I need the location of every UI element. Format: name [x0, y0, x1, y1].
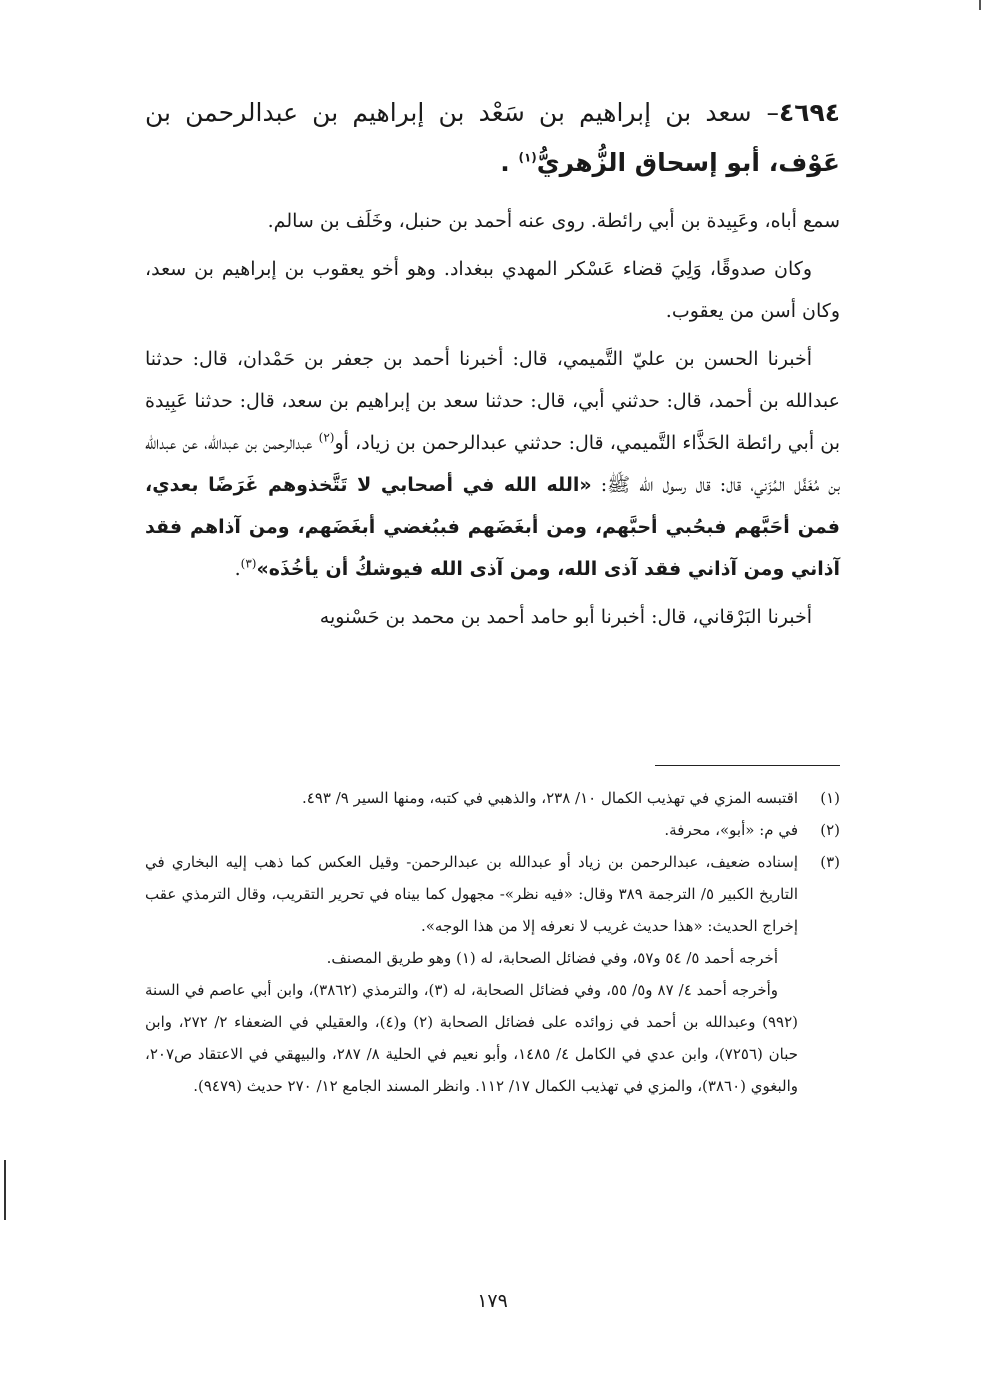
footnote-text: إسناده ضعيف، عبدالرحمن بن زياد أو عبدالله بن عبدالرحمن- وقيل العكس كما ذهب إليه البخاري في التاريخ الكبير ٥/ الترجمة ٣٨٩ وقال: «فيه نظر»- مجهول كما بيناه في تحرير التقريب، وقال الترمذي عقب إخراج الحديث: «هذا حديث غريب لا نعرفه إلا من هذا الوجه». [145, 853, 798, 935]
margin-line [4, 1160, 6, 1220]
hadith-text: «الله الله في أصحابي لا تَتَّخذوهم غَرَضًا بعدي، فمن أحَبَّهم فبحُبي أحبَّهم، ومن أبغَضَهم فببُغضي أبغَضَهم، ومن آذاهم فقد آذاني ومن آذاني فقد آذى الله، ومن آذى الله فيوشكُ أن يأخُذَه» [145, 474, 840, 580]
footnote-number: (١) [820, 789, 840, 807]
footnote-text: في م: «أبو»، محرفة. [664, 821, 798, 839]
entry-number: ٤٦٩٤ [778, 98, 840, 127]
isnad-part1: أخبرنا الحسن بن عليّ التَّميمي، قال: أخبرنا أحمد بن جعفر بن حَمْدان، قال: حدثنا عبدالله بن أحمد، قال: حدثني أبي، قال: حدثنا سعد بن إبراهيم بن سعد، قال: حدثنا عَبِيدة بن أبي رائطة الحَذَّاء التَّميمي، قال: حدثني عبدالرحمن بن زياد، أو [145, 348, 840, 454]
footnote-3-more-sources: وأخرجه أحمد ٤/ ٨٧ و٥/ ٥٥، وفي فضائل الصحابة، له (٣)، والترمذي (٣٨٦٢)، وابن أبي عاصم في السنة (٩٩٢) وعبدالله بن أحمد في زوائده على فضائل الصحابة (٢) و(٤)، والعقيلي في الضعفاء ٢/ ٢٧٢، وابن حبان (٧٢٥٦)، وابن عدي في الكامل ٤/ ١٤٨٥، وأبو نعيم في الحلية ٨/ ٢٨٧، والبيهقي في الاعتقاد ص٢٠٧، والبغوي (٣٨٦٠)، والمزي في تهذيب الكمال ١٧/ ١١٢. وانظر المسند الجامع ١٢/ ٢٧٠ حديث (٩٤٧٩). [145, 981, 799, 1095]
entry-heading [145, 88, 840, 188]
paragraph-hadith-chain [145, 338, 840, 590]
footnote-number: (٢) [820, 821, 840, 839]
footnote-3 [145, 846, 840, 942]
footnote-ref-1[interactable]: (١) [518, 150, 537, 165]
main-text [145, 88, 840, 644]
footnote-1 [145, 782, 840, 814]
entry-name-line1: سعد بن إبراهيم بن سَعْد بن إبراهيم بن عبدالرحمن بن [145, 98, 752, 127]
scan-edge-mark [979, 0, 981, 10]
entry-separator: – [766, 98, 779, 127]
page-number: ١٧٩ [477, 1290, 508, 1312]
footnote-divider [655, 765, 840, 766]
paragraph-biography: وكان صدوقًا، وَلِيَ قضاء عَسْكر المهدي ببغداد. وهو أخو يعقوب بن إبراهيم بن سعد، وكان أسن من يعقوب. [145, 258, 840, 322]
footnotes [145, 782, 840, 1102]
footnote-3-sources: أخرجه أحمد ٥/ ٥٤ و٥٧، وفي فضائل الصحابة، له (١) وهو طريق المصنف. [326, 949, 778, 967]
paragraph-next-chain: أخبرنا البَرْقاني، قال: أخبرنا أبو حامد أحمد بن محمد بن حَسْنويه [319, 606, 812, 628]
hadith-end-mark: . [234, 558, 241, 580]
entry-end-mark: . [500, 148, 510, 177]
entry-name-line2: عَوْف، أبو إسحاق الزُّهريُّ [536, 148, 840, 177]
footnote-2 [145, 814, 840, 846]
paragraph-teachers: سمع أباه، وعَبِيدة بن أبي رائطة. روى عنه أحمد بن حنبل، وخَلَف بن سالم. [267, 210, 840, 232]
footnote-number: (٣) [820, 853, 840, 871]
footnote-ref-3[interactable]: (٣) [240, 556, 257, 571]
footnote-text: اقتبسه المزي في تهذيب الكمال ١٠/ ٢٣٨، والذهبي في كتبه، ومنها السير ٩/ ٤٩٣. [302, 789, 798, 807]
footnote-ref-2[interactable]: (٢) [318, 430, 335, 445]
isnad-part2: عبدالرحمن بن عبدالله، عن عبدالله بن مُغَفَّل المُزَني، قال: قال رسول الله ﷺ: [145, 432, 840, 496]
